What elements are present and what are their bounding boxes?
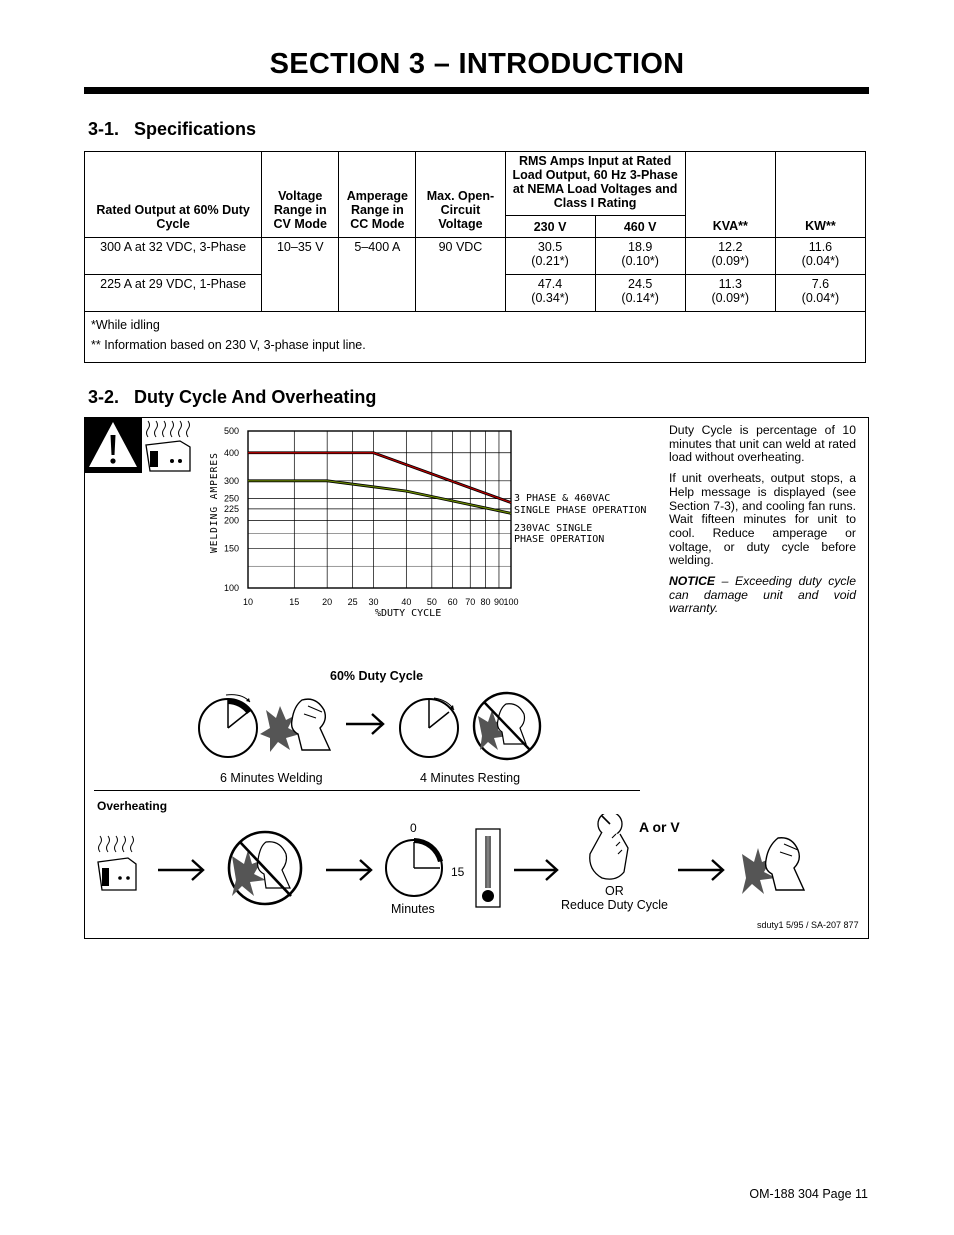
- duty-cycle-chart: [205, 425, 665, 630]
- header-kw: KW**: [775, 152, 865, 238]
- duty-cycle-description: [669, 424, 856, 623]
- idle-note: *While idling: [91, 318, 160, 332]
- x-tick-label: 90: [493, 597, 504, 607]
- thermometer-icon: [476, 829, 500, 907]
- kva-cell: 11.3 (0.09*): [685, 275, 775, 312]
- series-2-outline: [248, 481, 511, 513]
- x-axis-label: %DUTY CYCLE: [375, 608, 442, 619]
- adjust-knob-icon: [590, 814, 628, 879]
- chart-series-group: [248, 453, 511, 514]
- y-axis-ticks: [224, 426, 239, 593]
- divider: [94, 790, 640, 791]
- x-tick-label: 10: [242, 597, 254, 607]
- arrow-icon: [678, 860, 723, 880]
- header-230v: 230 V: [505, 216, 595, 238]
- header-amperage-range: Amperage Range in CC Mode: [339, 152, 416, 238]
- overheating-label: Overheating: [97, 799, 168, 813]
- arrow-icon: [158, 860, 203, 880]
- arrow-icon: [326, 860, 371, 880]
- arrow-icon: [514, 860, 557, 880]
- arrow-icon: [346, 714, 383, 734]
- legend-series-2-line1: 230VAC SINGLE: [514, 523, 593, 534]
- table-row: [85, 238, 866, 275]
- legend-series-1-line2: SINGLE PHASE OPERATION: [514, 505, 647, 516]
- figure-reference-code: sduty1 5/95 / SA-207 877: [757, 920, 859, 930]
- cooldown-timer-icon: [386, 838, 443, 896]
- x-tick-label: 60: [447, 597, 458, 607]
- x-tick-label: 20: [322, 597, 333, 607]
- overheat-explanation: If unit overheats, output stops, a Help message is displayed (see Section 7-3), and cooling fan runs. Wait fifteen minutes for unit to cool. Reduce amperage or voltage, or duty cycle before welding.: [669, 471, 856, 568]
- x-tick-label: 80: [480, 597, 491, 607]
- header-open-circuit-voltage: Max. Open-Circuit Voltage: [416, 152, 505, 238]
- kw-cell: 11.6 (0.04*): [775, 238, 865, 275]
- welding-time-label: 6 Minutes Welding: [220, 771, 323, 785]
- timer-zero-label: 0: [410, 821, 417, 835]
- kva-cell: 12.2 (0.09*): [685, 238, 775, 275]
- y-tick-label: 500: [223, 426, 239, 436]
- x-tick-label: 100: [503, 597, 519, 607]
- table-notes: [85, 312, 866, 363]
- y-axis-label: WELDING AMPERES: [209, 452, 220, 553]
- reduce-duty-cycle-label: Reduce Duty Cycle: [561, 898, 668, 912]
- input-line-note: ** Information based on 230 V, 3-phase input line.: [91, 338, 366, 352]
- y-tick-label: 150: [223, 543, 239, 554]
- y-tick-label: 250: [223, 493, 239, 504]
- or-label: OR: [605, 884, 624, 898]
- x-tick-label: 70: [465, 597, 476, 607]
- notice-text: NOTICE – Exceeding duty cycle can damage unit and void warranty.: [669, 574, 856, 616]
- series-1-outline: [248, 453, 511, 503]
- series-2-line: [248, 481, 511, 513]
- no-welding-icon: [229, 832, 301, 904]
- x-tick-label: 15: [289, 597, 300, 607]
- x-tick-label: 30: [368, 597, 379, 607]
- rated-output-cell: 225 A at 29 VDC, 1-Phase: [85, 275, 262, 312]
- minutes-label: Minutes: [391, 902, 435, 916]
- open-circuit-voltage-cell: 90 VDC: [416, 238, 505, 312]
- hot-machine-icon: [142, 417, 194, 473]
- clock-resting-icon: [400, 698, 458, 757]
- kw-cell: 7.6 (0.04*): [775, 275, 865, 312]
- specifications-table: [84, 151, 866, 363]
- y-tick-label: 300: [223, 475, 239, 486]
- series-1-line: [248, 453, 511, 503]
- voltage-range-cell: 10–35 V: [262, 238, 339, 312]
- y-tick-label: 100: [223, 583, 239, 593]
- legend: [514, 493, 646, 545]
- resting-time-label: 4 Minutes Resting: [420, 771, 521, 785]
- no-welding-icon: [474, 693, 540, 759]
- y-tick-label: 225: [223, 503, 239, 514]
- legend-series-2-line2: PHASE OPERATION: [514, 534, 605, 545]
- duty-cycle-heading: 3-2. Duty Cycle And Overheating: [88, 387, 377, 407]
- header-rated-output: Rated Output at 60% Duty Cycle: [85, 152, 262, 238]
- header-kva: KVA**: [685, 152, 775, 238]
- y-tick-label: 200: [223, 515, 239, 526]
- duty-example-title: 60% Duty Cycle: [330, 669, 424, 683]
- overheating-sequence: [94, 814, 824, 914]
- x-tick-label: 25: [347, 597, 358, 607]
- header-460v: 460 V: [595, 216, 685, 238]
- page-number: OM-188 304 Page 11: [749, 1187, 868, 1201]
- page-title: SECTION 3 – INTRODUCTION: [269, 48, 685, 80]
- x-tick-label: 40: [401, 597, 412, 607]
- welder-working-icon: [260, 699, 330, 752]
- x-axis-ticks: [243, 597, 519, 607]
- timer-fifteen-label: 15: [451, 865, 465, 879]
- amperage-range-cell: 5–400 A: [339, 238, 416, 312]
- hot-machine-icon: [98, 836, 136, 890]
- y-tick-label: 400: [223, 447, 239, 458]
- clock-welding-icon: [199, 695, 257, 757]
- title-rule: [84, 87, 869, 94]
- specifications-heading: 3-1. Specifications: [88, 119, 257, 139]
- amps-230v-cell: 30.5 (0.21*): [505, 238, 595, 275]
- header-voltage-range: Voltage Range in CV Mode: [262, 152, 339, 238]
- warning-icon: [84, 417, 142, 473]
- duty-example-illustration: [196, 690, 546, 762]
- duty-cycle-definition: Duty Cycle is percentage of 10 minutes that unit can weld at rated load without overheating.: [669, 423, 856, 465]
- welder-working-icon: [742, 838, 804, 894]
- amps-460v-cell: 18.9 (0.10*): [595, 238, 685, 275]
- header-rms-amps: RMS Amps Input at Rated Load Output, 60 Hz 3-Phase at NEMA Load Voltages and Class I Rating: [505, 152, 685, 216]
- amperage-or-voltage-label: A or V: [639, 819, 680, 835]
- legend-series-1-line1: 3 PHASE & 460VAC: [514, 493, 611, 504]
- rated-output-cell: 300 A at 32 VDC, 3-Phase: [85, 238, 262, 275]
- amps-460v-cell: 24.5 (0.14*): [595, 275, 685, 312]
- amps-230v-cell: 47.4 (0.34*): [505, 275, 595, 312]
- x-tick-label: 50: [426, 597, 437, 607]
